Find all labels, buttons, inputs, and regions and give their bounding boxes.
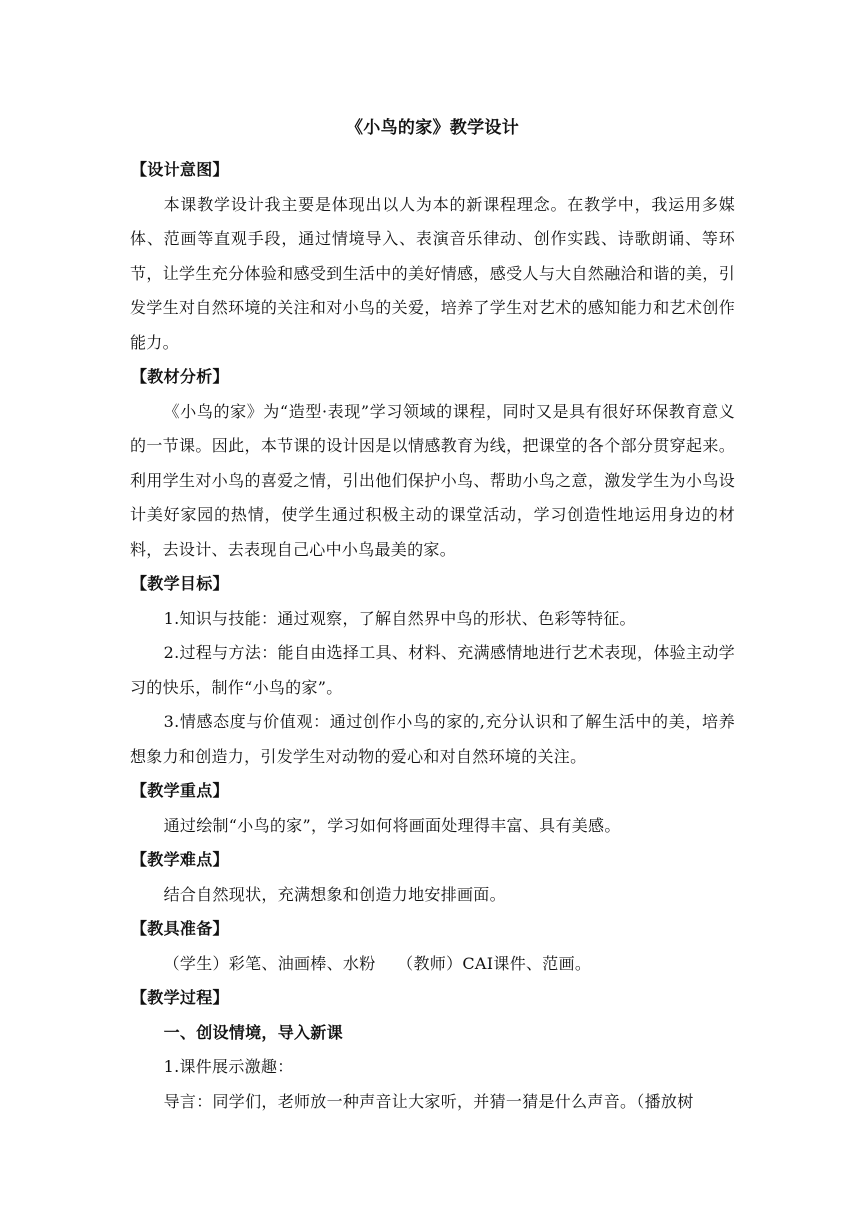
document-page [130,113,735,1119]
section-heading: 【教学重点】 [131,781,229,800]
section-heading: 【教学难点】 [131,850,229,869]
section-teaching-process [130,981,735,1119]
paragraph: 《小鸟的家》为“造型·表现”学习领域的课程，同时又是具有很好环保教育意义的一节课。因此，本节课的设计因是以情感教育为线，把课堂的各个部分贯穿起来。利用学生对小鸟的喜爱之情，引出他们保护小鸟、帮助小鸟之意，激发学生为小鸟设计美好家园的热情，使学生通过积极主动的课堂活动，学习创造性地运用身边的材料，去设计、去表现自己心中小鸟最美的家。 [130,401,735,559]
section-key-points [130,774,735,843]
paragraph: 导言：同学们，老师放一种声音让大家听，并猜一猜是什么声音。（播放树 [163,1091,694,1111]
paragraph: 本课教学设计我主要是体现出以人为本的新课程理念。在教学中，我运用多媒体、范画等直观手段，通过情境导入、表演音乐律动、创作实践、诗歌朗诵、等环节，让学生充分体验和感受到生活中的美好情感，感受人与大自然融洽和谐的美，引发学生对自然环境的关注和对小鸟的关爱，培养了学生对艺术的感知能力和艺术创作能力。 [130,194,735,352]
section-heading: 【教学目标】 [131,574,229,593]
paragraph: 1.知识与技能：通过观察，了解自然界中鸟的形状、色彩等特征。 [163,608,636,628]
subheading: 一、创设情境，导入新课 [163,1022,343,1042]
section-teaching-aids [130,912,735,981]
section-heading: 【教具准备】 [131,919,229,938]
paragraph: 1.课件展示激趣： [163,1057,294,1076]
section-teaching-goals [130,567,735,774]
section-design-intent [130,153,735,360]
section-textbook-analysis [130,360,735,567]
paragraph: 结合自然现状，充满想象和创造力地安排画面。 [163,884,506,904]
paragraph: （学生）彩笔、油画棒、水粉 （教师）CAI课件、范画。 [163,953,592,973]
paragraph: 3.情感态度与价值观：通过创作小鸟的家的,充分认识和了解生活中的美，培养想象力和创造力，引发学生对动物的爱心和对自然环境的关注。 [130,712,735,766]
section-difficulties [130,843,735,912]
paragraph: 通过绘制“小鸟的家”，学习如何将画面处理得丰富、具有美感。 [163,815,621,835]
section-heading: 【设计意图】 [131,160,229,179]
paragraph: 2.过程与方法：能自由选择工具、材料、充满感情地进行艺术表现，体验主动学习的快乐，制作“小鸟的家”。 [130,643,735,697]
section-heading: 【教材分析】 [131,367,229,386]
section-heading: 【教学过程】 [131,988,229,1007]
document-title: 《小鸟的家》教学设计 [346,118,519,138]
